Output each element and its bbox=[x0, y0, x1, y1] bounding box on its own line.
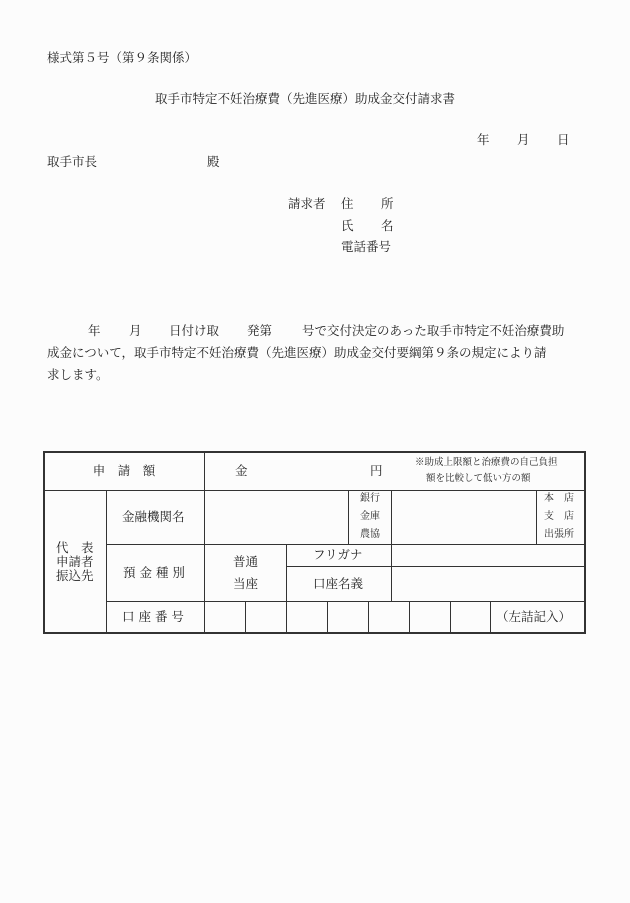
body-line3: 求します。 bbox=[47, 367, 109, 382]
furigana-label: フリガナ bbox=[313, 547, 363, 562]
row-divider bbox=[44, 490, 585, 491]
body-line2: 成金について，取手市特定不妊治療費（先進医療）助成金交付要綱第９条の規定により請 bbox=[47, 345, 547, 360]
form-number: 様式第５号（第９条関係） bbox=[47, 50, 198, 65]
phone-label: 電話番号 bbox=[341, 239, 392, 254]
body-date-ref: 日付け取 bbox=[169, 323, 220, 338]
bank-type-shinkin[interactable]: 金庫 bbox=[360, 511, 380, 522]
address-label-2: 所 bbox=[381, 196, 394, 211]
requester-label: 請求者 bbox=[288, 196, 326, 211]
account-digit-4[interactable] bbox=[328, 602, 367, 632]
document-title: 取手市特定不妊治療費（先進医療）助成金交付請求書 bbox=[155, 91, 456, 106]
amount-input[interactable] bbox=[255, 455, 365, 487]
payee-label-line2: 申請者 bbox=[56, 554, 94, 569]
deposit-type-label: 預 金 種 別 bbox=[123, 565, 185, 580]
col-divider bbox=[348, 490, 349, 544]
branch-name-input[interactable] bbox=[393, 492, 534, 542]
digit-divider bbox=[490, 601, 491, 633]
account-digit-5[interactable] bbox=[369, 602, 408, 632]
account-number-note: （左詰記入） bbox=[496, 609, 572, 624]
body-month: 月 bbox=[129, 323, 142, 338]
body-year: 年 bbox=[88, 323, 101, 338]
amount-prefix: 金 bbox=[235, 463, 248, 478]
body-line1-rest: 号で交付決定のあった取手市特定不妊治療費助 bbox=[302, 323, 565, 338]
account-digit-7[interactable] bbox=[451, 602, 489, 632]
branch-type-main[interactable]: 本 店 bbox=[544, 493, 574, 504]
deposit-type-ordinary[interactable]: 普通 bbox=[233, 554, 259, 569]
col-divider bbox=[106, 490, 107, 633]
request-amount-label: 申 請 額 bbox=[92, 463, 156, 478]
branch-type-sub-branch[interactable]: 出張所 bbox=[544, 529, 574, 540]
bank-name-label: 金融機関名 bbox=[122, 509, 185, 524]
amount-note-line2: 額を比較して低い方の額 bbox=[426, 473, 531, 484]
account-digit-3[interactable] bbox=[287, 602, 326, 632]
table-border-left bbox=[43, 451, 45, 634]
row-divider bbox=[286, 566, 585, 567]
name-label-2: 名 bbox=[381, 218, 394, 233]
table-border-bottom bbox=[44, 632, 586, 634]
date-month-label: 月 bbox=[517, 132, 530, 147]
col-divider bbox=[391, 490, 392, 601]
row-divider bbox=[106, 544, 585, 545]
bank-type-nokyo[interactable]: 農協 bbox=[360, 529, 380, 540]
table-border-right bbox=[584, 451, 586, 634]
payee-label-line3: 振込先 bbox=[56, 568, 94, 583]
body-issue: 発第 bbox=[247, 323, 273, 338]
account-holder-label: 口座名義 bbox=[313, 576, 364, 591]
addressee-name: 取手市長 bbox=[47, 154, 98, 169]
deposit-type-checking[interactable]: 当座 bbox=[233, 576, 259, 591]
payee-label-line1: 代 表 bbox=[56, 540, 94, 555]
account-holder-input[interactable] bbox=[393, 568, 583, 599]
amount-note-line1: ※助成上限額と治療費の自己負担 bbox=[415, 457, 558, 468]
branch-type-branch[interactable]: 支 店 bbox=[544, 511, 574, 522]
account-digit-1[interactable] bbox=[205, 602, 244, 632]
col-divider bbox=[536, 490, 537, 544]
address-label-1: 住 bbox=[341, 196, 354, 211]
account-number-label: 口 座 番 号 bbox=[122, 609, 184, 624]
amount-suffix: 円 bbox=[370, 463, 383, 478]
date-day-label: 日 bbox=[557, 132, 570, 147]
addressee-honorific: 殿 bbox=[207, 154, 220, 169]
date-year-label: 年 bbox=[477, 132, 490, 147]
bank-type-bank[interactable]: 銀行 bbox=[360, 493, 380, 504]
furigana-input[interactable] bbox=[393, 546, 583, 564]
table-border-top bbox=[44, 451, 586, 453]
bank-name-input[interactable] bbox=[206, 492, 346, 542]
account-digit-2[interactable] bbox=[246, 602, 285, 632]
name-label-1: 氏 bbox=[341, 218, 354, 233]
account-digit-6[interactable] bbox=[410, 602, 449, 632]
